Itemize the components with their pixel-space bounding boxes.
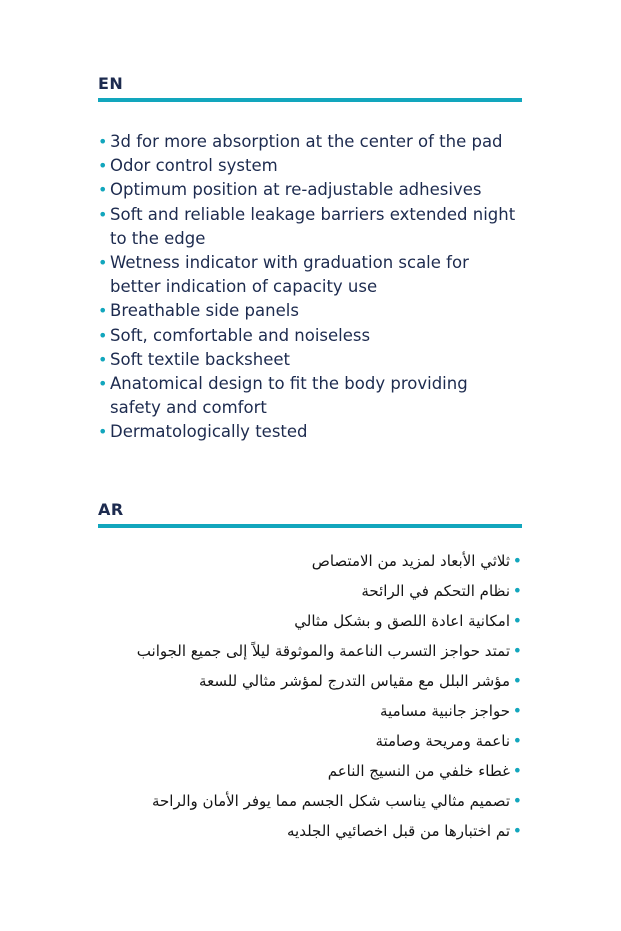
bullet-icon: • (512, 731, 522, 750)
list-item: • تصميم مثالي يناسب شكل الجسم مما يوفر الأمان والراحة (98, 786, 522, 816)
list-item: • Soft and reliable leakage barriers extended night to the edge (98, 204, 516, 248)
bullet-icon: • (512, 551, 522, 570)
english-section (98, 74, 522, 445)
list-item: • ثلاثي الأبعاد لمزيد من الامتصاص (98, 546, 522, 576)
en-feature-list (98, 130, 522, 445)
bullet-icon: • (98, 156, 108, 176)
en-heading: EN (98, 74, 124, 93)
arabic-section (98, 500, 522, 846)
bullet-icon: • (512, 761, 522, 780)
bullet-icon: • (512, 701, 522, 720)
list-item: • Wetness indicator with graduation scale for better indication of capacity use (98, 253, 469, 297)
bullet-icon: • (98, 325, 108, 345)
bullet-icon: • (98, 349, 108, 369)
bullet-icon: • (98, 132, 108, 151)
list-item: • مؤشر البلل مع مقياس التدرج لمؤشر مثالي للسعة (98, 666, 522, 696)
ar-heading: AR (98, 500, 124, 519)
list-item: • حواجز جانبية مسامية (98, 696, 522, 726)
bullet-icon: • (98, 180, 108, 200)
bullet-icon: • (512, 791, 522, 810)
bullet-icon: • (98, 301, 108, 321)
list-item: • غطاء خلفي من النسيج الناعم (98, 756, 522, 786)
bullet-icon: • (512, 581, 522, 600)
list-item: • تمتد حواجز التسرب الناعمة والموثوقة ليلاً إلى جميع الجوانب (98, 636, 522, 666)
bullet-icon: • (512, 671, 522, 690)
bullet-icon: • (98, 422, 108, 442)
list-item: • Breathable side panels (98, 299, 522, 323)
list-item: • Soft textile backsheet (98, 348, 522, 372)
list-item: • Optimum position at re-adjustable adhesives (98, 178, 522, 202)
list-item: • Dermatologically tested (98, 420, 522, 444)
list-item: • Odor control system (98, 154, 522, 178)
bullet-icon: • (512, 821, 522, 840)
bullet-icon: • (98, 204, 108, 224)
list-item: • تم اختبارها من قبل اخصائيي الجلديه (98, 816, 522, 846)
ar-divider (98, 524, 522, 528)
bullet-icon: • (512, 611, 522, 630)
ar-feature-list (98, 546, 522, 846)
bullet-icon: • (512, 641, 522, 660)
bullet-icon: • (98, 374, 108, 394)
list-item: • امكانية اعادة اللصق و بشكل مثالي (98, 606, 522, 636)
list-item: • Anatomical design to fit the body providing safety and comfort (98, 374, 468, 418)
list-item: • Soft, comfortable and noiseless (98, 324, 522, 348)
bullet-icon: • (98, 253, 108, 273)
list-item: • ناعمة ومريحة وصامتة (98, 726, 522, 756)
en-divider (98, 98, 522, 102)
list-item: • نظام التحكم في الرائحة (98, 576, 522, 606)
list-item: • 3d for more absorption at the center of the pad (98, 130, 522, 154)
